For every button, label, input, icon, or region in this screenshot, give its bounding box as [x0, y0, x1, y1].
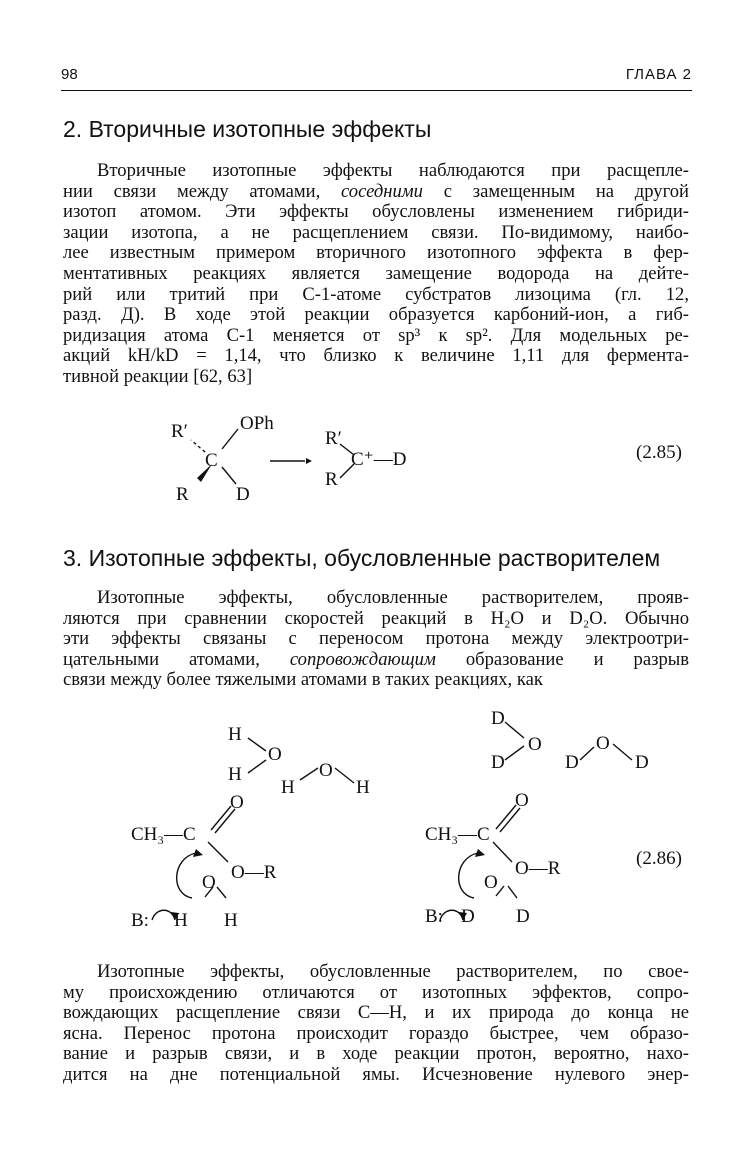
text-line: эти эффекты связаны с переносом протона между электроотри- — [63, 628, 689, 650]
eq86-right-label: D — [461, 906, 475, 927]
text-line: тивной реакции [62, 63] — [63, 365, 253, 387]
closing-paragraph — [63, 962, 689, 1086]
eq85-label: R′ — [171, 421, 188, 442]
text-line: Вторичные изотопные эффекты наблюдаются при расщепле- — [97, 160, 689, 181]
eq86-left-label: H — [228, 724, 242, 745]
eq86-right-label: O — [484, 872, 498, 893]
eq86-right-label: D — [516, 906, 530, 927]
section-2-title: 2. Вторичные изотопные эффекты — [63, 116, 432, 142]
eq86-right-label: O—R — [515, 858, 561, 879]
eq85-label: R — [325, 469, 338, 490]
text-line: ридизация атома С-1 меняется от sp³ к sp². Для модельных ре- — [63, 324, 689, 346]
eq86-left-label: O—R — [231, 862, 277, 883]
text-line: изотоп атомом. Эти эффекты обусловлены изменением гибриди- — [63, 201, 689, 223]
eq86-right-label: D — [491, 708, 505, 729]
eq86-right-label: D — [635, 752, 649, 773]
page-number: 98 — [61, 66, 78, 83]
eq85-label: R — [176, 484, 189, 505]
eq86-left-label: H — [174, 910, 188, 931]
eq86-left-label: H — [228, 764, 242, 785]
chapter-header: ГЛАВА 2 — [625, 66, 692, 83]
text-line: ментативных реакциях является замещение водорода на дейте- — [63, 262, 689, 284]
section-3-title: 3. Изотопные эффекты, обусловленные растворителем — [63, 545, 661, 571]
eq86-right-label: O — [596, 733, 610, 754]
text-line: нии связи между атомами, соседними с замещенным на другой — [63, 180, 689, 202]
eq85-label: C⁺—D — [351, 449, 407, 470]
text-line: Изотопные эффекты, обусловленные растворителем, прояв- — [97, 587, 689, 608]
eq86-left-label: H — [281, 777, 295, 798]
eq86-right-label: O — [515, 790, 529, 811]
equation-number-2-86: (2.86) — [636, 848, 682, 869]
text-line: зации изотопа, а не расщеплением связи. По-видимому, наибо- — [63, 221, 689, 243]
eq86-left-label: CH₃—C — [131, 824, 196, 845]
eq85-label: C — [205, 450, 218, 471]
text-line: му происхождению отличаются от изотопных эффектов, сопро- — [63, 981, 689, 1003]
text-line: вождающих расщепление связи C—H, и их природа до конца не — [63, 1002, 689, 1024]
text-line: лее известным примером вторичного изотопного эффекта в фер- — [63, 242, 689, 264]
text-line: дится на дне потенциальной ямы. Исчезновение нулевого энер- — [63, 1063, 689, 1085]
eq86-right-label: O — [528, 734, 542, 755]
equation-number-2-85: (2.85) — [636, 442, 682, 463]
eq86-left-label: H — [224, 910, 238, 931]
eq86-left-label: O — [319, 760, 333, 781]
eq86-left-label: H — [356, 777, 370, 798]
text-line: связи между более тяжелыми атомами в таких реакциях, как — [63, 669, 543, 691]
text-line: рий или тритий при С-1-атоме субстратов лизоцима (гл. 12, — [63, 283, 689, 305]
text-line: Изотопные эффекты, обусловленные растворителем, по свое- — [97, 961, 689, 982]
eq86-left-label: B: — [131, 910, 149, 931]
text-line: вание и разрыв связи, и в ходе реакции протон, вероятно, нахо- — [63, 1043, 689, 1065]
text-line: ясна. Перенос протона происходит гораздо быстрее, чем образо- — [63, 1022, 689, 1044]
eq86-right-label: B: — [425, 906, 443, 927]
eq85-label: R′ — [325, 428, 342, 449]
eq85-label: D — [236, 484, 250, 505]
eq86-right-label: D — [491, 752, 505, 773]
eq86-left-label: O — [202, 872, 216, 893]
text-line: разд. Д). В ходе этой реакции образуется карбоний-ион, а гиб- — [63, 304, 689, 326]
text-line: ляются при сравнении скоростей реакций в H₂O и D₂O. Обычно — [63, 607, 689, 629]
text-line: акций kH/kD = 1,14, что близко к величине 1,11 для фермента- — [63, 345, 689, 367]
eq85-label: OPh — [240, 413, 274, 434]
eq86-left-label: O — [230, 792, 244, 813]
text-line: цательными атомами, сопровождающим образование и разрыв — [63, 648, 690, 670]
eq86-right-label: D — [565, 752, 579, 773]
eq86-left-label: O — [268, 744, 282, 765]
eq86-right-label: CH₃—C — [425, 824, 490, 845]
